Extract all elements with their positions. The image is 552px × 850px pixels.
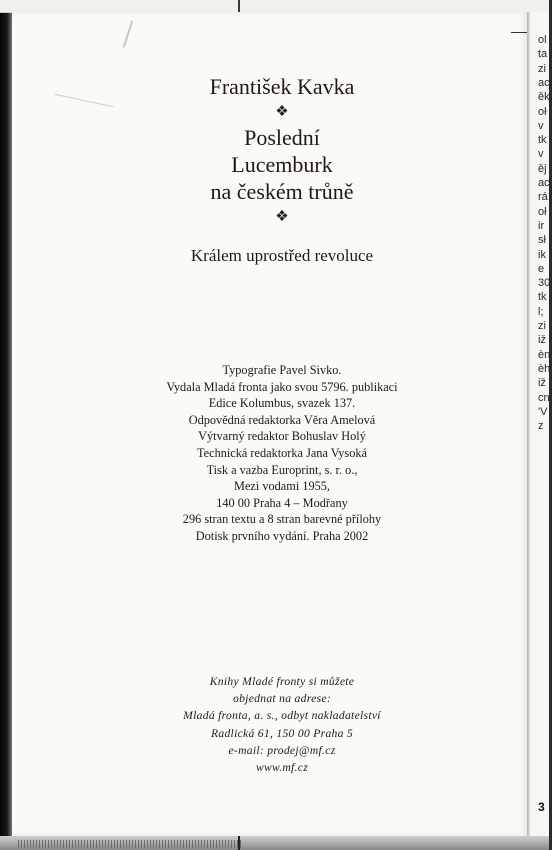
adjacent-page-text-fragment: ěk — [538, 91, 550, 104]
scan-marker — [238, 836, 240, 850]
adjacent-page-text-fragment: sł — [538, 234, 546, 247]
title-line: na českém trůně — [210, 179, 354, 204]
contact-line: Mladá fronta, a. s., odbyt nakladatelství — [183, 709, 381, 723]
contact-line: objednat na adrese: — [232, 692, 331, 706]
adjacent-page-text-fragment: l; — [538, 305, 544, 318]
adjacent-page-text-fragment: ol — [538, 34, 547, 46]
colophon-line: Tisk a vazba Europrint, s. r. o., — [206, 462, 358, 477]
title-verso-page — [12, 12, 527, 836]
adjacent-page-text-fragment: ěj — [538, 162, 547, 175]
adjacent-page-edge — [530, 12, 549, 836]
adjacent-page-text-fragment: èh — [538, 362, 551, 375]
adjacent-page-text-fragment: ac — [538, 177, 550, 189]
colophon — [12, 362, 552, 545]
adjacent-page-text-fragment: cn — [538, 391, 550, 404]
contact-email: e-mail: prodej@mf.cz — [228, 743, 336, 757]
author-name: František Kavka — [209, 74, 355, 99]
colophon-line: Odpovědná redaktorka Věra Amelová — [188, 412, 376, 427]
adjacent-page-number: 3 — [538, 800, 545, 814]
adjacent-page-text-fragment: e — [538, 262, 545, 275]
adjacent-page-text-fragment: èn — [538, 348, 551, 361]
adjacent-page-text-fragment: zi — [538, 62, 546, 75]
adjacent-page-text-fragment: tk — [538, 134, 547, 147]
adjacent-page-text-fragment: 30 — [538, 277, 551, 290]
colophon-line: Typografie Pavel Sivko. — [222, 363, 342, 377]
adjacent-page-text-fragment: ac — [538, 76, 550, 89]
colophon-line: 296 stran textu a 8 stran barevné přílohy — [182, 512, 382, 527]
colophon-line: Mezi vodami 1955, — [234, 479, 330, 494]
adjacent-page-text-fragment: ta — [538, 48, 548, 61]
adjacent-page-text-fragment: rá — [538, 191, 548, 204]
contact-website: www.mf.cz — [255, 761, 309, 775]
adjacent-page-text-fragment: tk — [538, 291, 547, 304]
book-title — [12, 124, 552, 205]
colophon-line: Edice Kolumbus, svazek 137. — [208, 396, 356, 411]
contact-line: Radlická 61, 150 00 Praha 5 — [210, 726, 354, 740]
adjacent-page-text-fragment: ir — [538, 219, 545, 232]
colophon-line: Technická redaktorka Jana Vysoká — [197, 445, 367, 460]
title-line: Lucemburk — [231, 152, 333, 177]
binding-texture — [18, 840, 243, 848]
adjacent-page-text-fragment: v — [538, 119, 544, 132]
adjacent-page-text-fragment: 'V — [538, 405, 548, 418]
scan-bottom-edge — [0, 836, 549, 850]
colophon-line: Dotisk prvního vydání. Praha 2002 — [195, 528, 369, 543]
adjacent-page-text-fragment: oł — [538, 105, 547, 118]
title-line: Poslední — [244, 125, 320, 150]
ornament-diamond: ❖ — [275, 104, 289, 120]
book-subtitle: Králem uprostřed revoluce — [190, 246, 374, 265]
ornament-diamond: ❖ — [275, 209, 289, 225]
scanner-edge-shadow — [0, 0, 12, 850]
adjacent-page-text-fragment: ik — [538, 248, 546, 261]
adjacent-page-text-fragment: iž — [538, 377, 546, 390]
adjacent-page-text-fragment: oł — [538, 205, 547, 218]
colophon-line: 140 00 Praha 4 – Modřany — [216, 495, 348, 510]
adjacent-page-text-fragment: iž — [538, 334, 546, 347]
order-contact — [12, 673, 552, 776]
pencil-mark — [123, 20, 134, 47]
colophon-line: Výtvarný redaktor Bohuslav Holý — [198, 429, 366, 444]
contact-line: Knihy Mladé fronty si můžete — [209, 675, 355, 688]
adjacent-page-text-fragment: z — [538, 420, 544, 433]
adjacent-page-text-fragment: v — [538, 148, 544, 161]
colophon-line: Vydala Mladá fronta jako svou 5796. publikaci — [166, 379, 398, 394]
page-corner-tick — [511, 32, 527, 33]
adjacent-page-text-fragment: zi — [538, 320, 546, 332]
